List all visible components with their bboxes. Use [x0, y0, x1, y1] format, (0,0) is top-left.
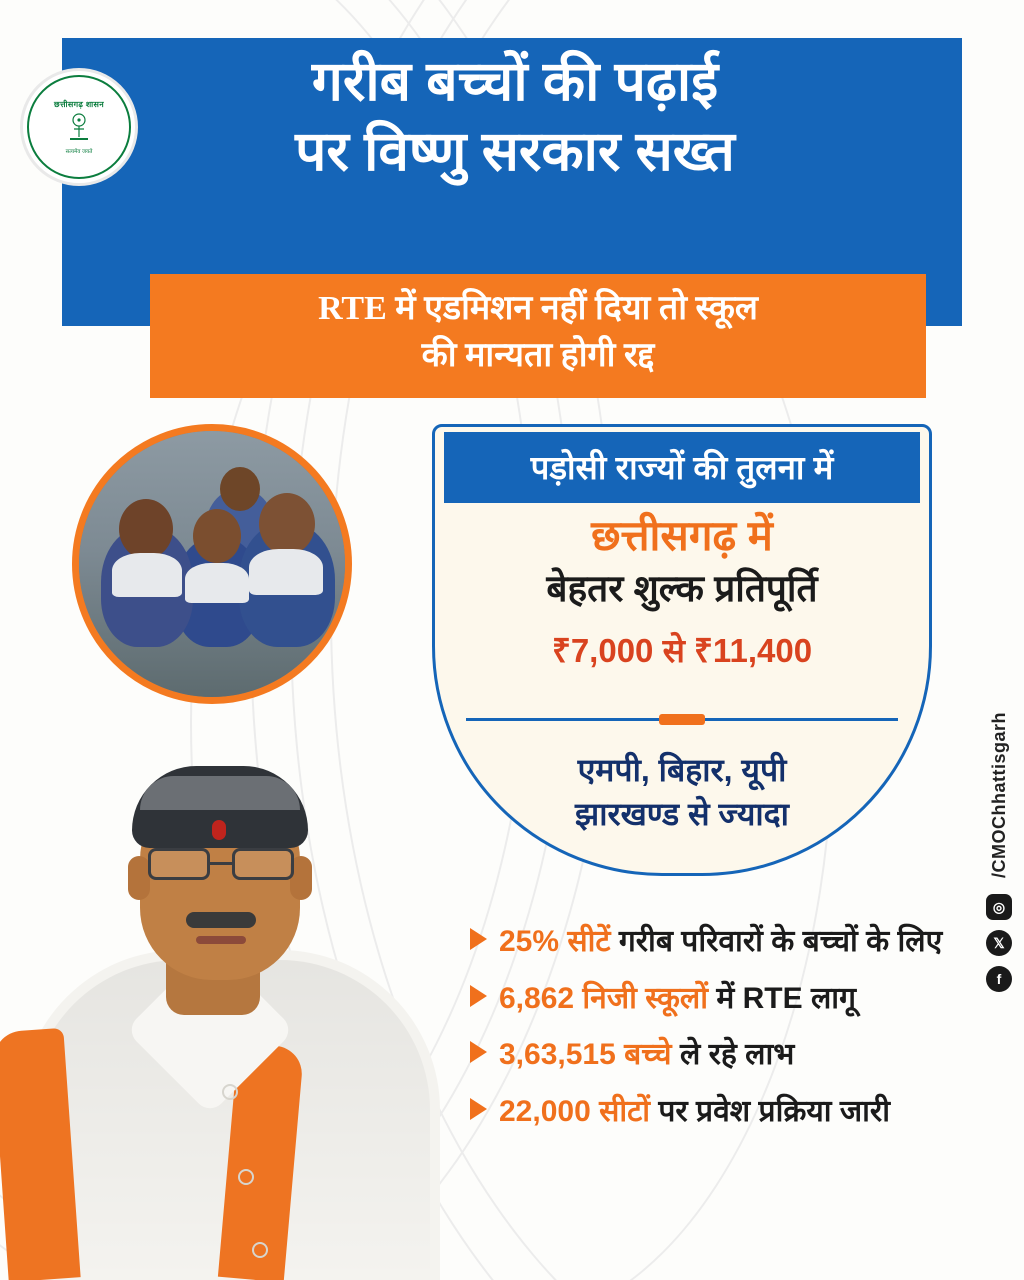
chief-minister-portrait: [0, 720, 470, 1280]
arrow-bullet-icon: [470, 985, 487, 1007]
card-comparison-text: [460, 748, 904, 836]
subtitle-banner: [150, 274, 926, 398]
list-item-text: [499, 922, 942, 963]
subtitle-line-1: RTE में एडमिशन नहीं दिया तो स्कूल: [318, 290, 758, 327]
card-amount-value: ₹7,000 से ₹11,400: [551, 631, 813, 669]
list-item-highlight: 3,63,515 बच्चे: [499, 1038, 672, 1071]
list-item-rest: में RTE लागू: [708, 981, 856, 1015]
card-header-label: पड़ोसी राज्यों की तुलना में: [444, 432, 920, 503]
card-divider: [466, 718, 898, 721]
arrow-bullet-icon: [470, 928, 487, 950]
list-item: [470, 922, 990, 963]
social-handle-group: [986, 712, 1012, 992]
emblem-bottom-text: सत्यमेव जयते: [65, 149, 93, 155]
instagram-icon[interactable]: ◎: [986, 894, 1012, 920]
title-line-1: गरीब बच्चों की पढ़ाई: [311, 50, 719, 112]
chhattisgarh-government-emblem-icon: [20, 68, 138, 186]
list-item: [470, 1092, 990, 1133]
list-item-text: [499, 1092, 890, 1133]
social-handle-text: /CMOChhattisgarh: [988, 712, 1009, 879]
list-item-highlight: 25% सीटें: [499, 925, 611, 958]
list-item: [470, 979, 990, 1020]
page-title: [150, 46, 880, 187]
facebook-icon[interactable]: f: [986, 966, 1012, 992]
card-benefit-label: बेहतर शुल्क प्रतिपूर्ति: [546, 567, 818, 609]
list-item-rest: पर प्रवेश प्रक्रिया जारी: [650, 1094, 890, 1128]
arrow-bullet-icon: [470, 1098, 487, 1120]
list-item-rest: गरीब परिवारों के बच्चों के लिए: [610, 925, 943, 958]
comparison-line-2: झारखण्ड से ज्यादा: [575, 796, 789, 833]
ashoka-lion-icon: [64, 111, 94, 145]
comparison-line-1: एमपी, बिहार, यूपी: [577, 752, 787, 788]
emblem-top-text: छत्तीसगढ़ शासन: [54, 100, 104, 109]
list-item: [470, 1035, 990, 1076]
list-item-text: [499, 1035, 794, 1076]
list-item-rest: ले रहे लाभ: [671, 1038, 795, 1071]
list-item-highlight: 22,000 सीटों: [499, 1094, 651, 1128]
facts-list: [470, 922, 990, 1148]
arrow-bullet-icon: [470, 1041, 487, 1063]
list-item-text: [499, 979, 856, 1020]
subtitle-line-2: की मान्यता होगी रद्द: [421, 336, 655, 374]
list-item-highlight: 6,862 निजी स्कूलों: [499, 981, 709, 1015]
card-state-label: छत्तीसगढ़ में: [591, 512, 773, 559]
card-body: [452, 510, 912, 672]
twitter-x-icon[interactable]: 𝕏: [986, 930, 1012, 956]
school-children-photo: [72, 424, 352, 704]
title-line-2: पर विष्णु सरकार सख्त: [295, 120, 735, 183]
